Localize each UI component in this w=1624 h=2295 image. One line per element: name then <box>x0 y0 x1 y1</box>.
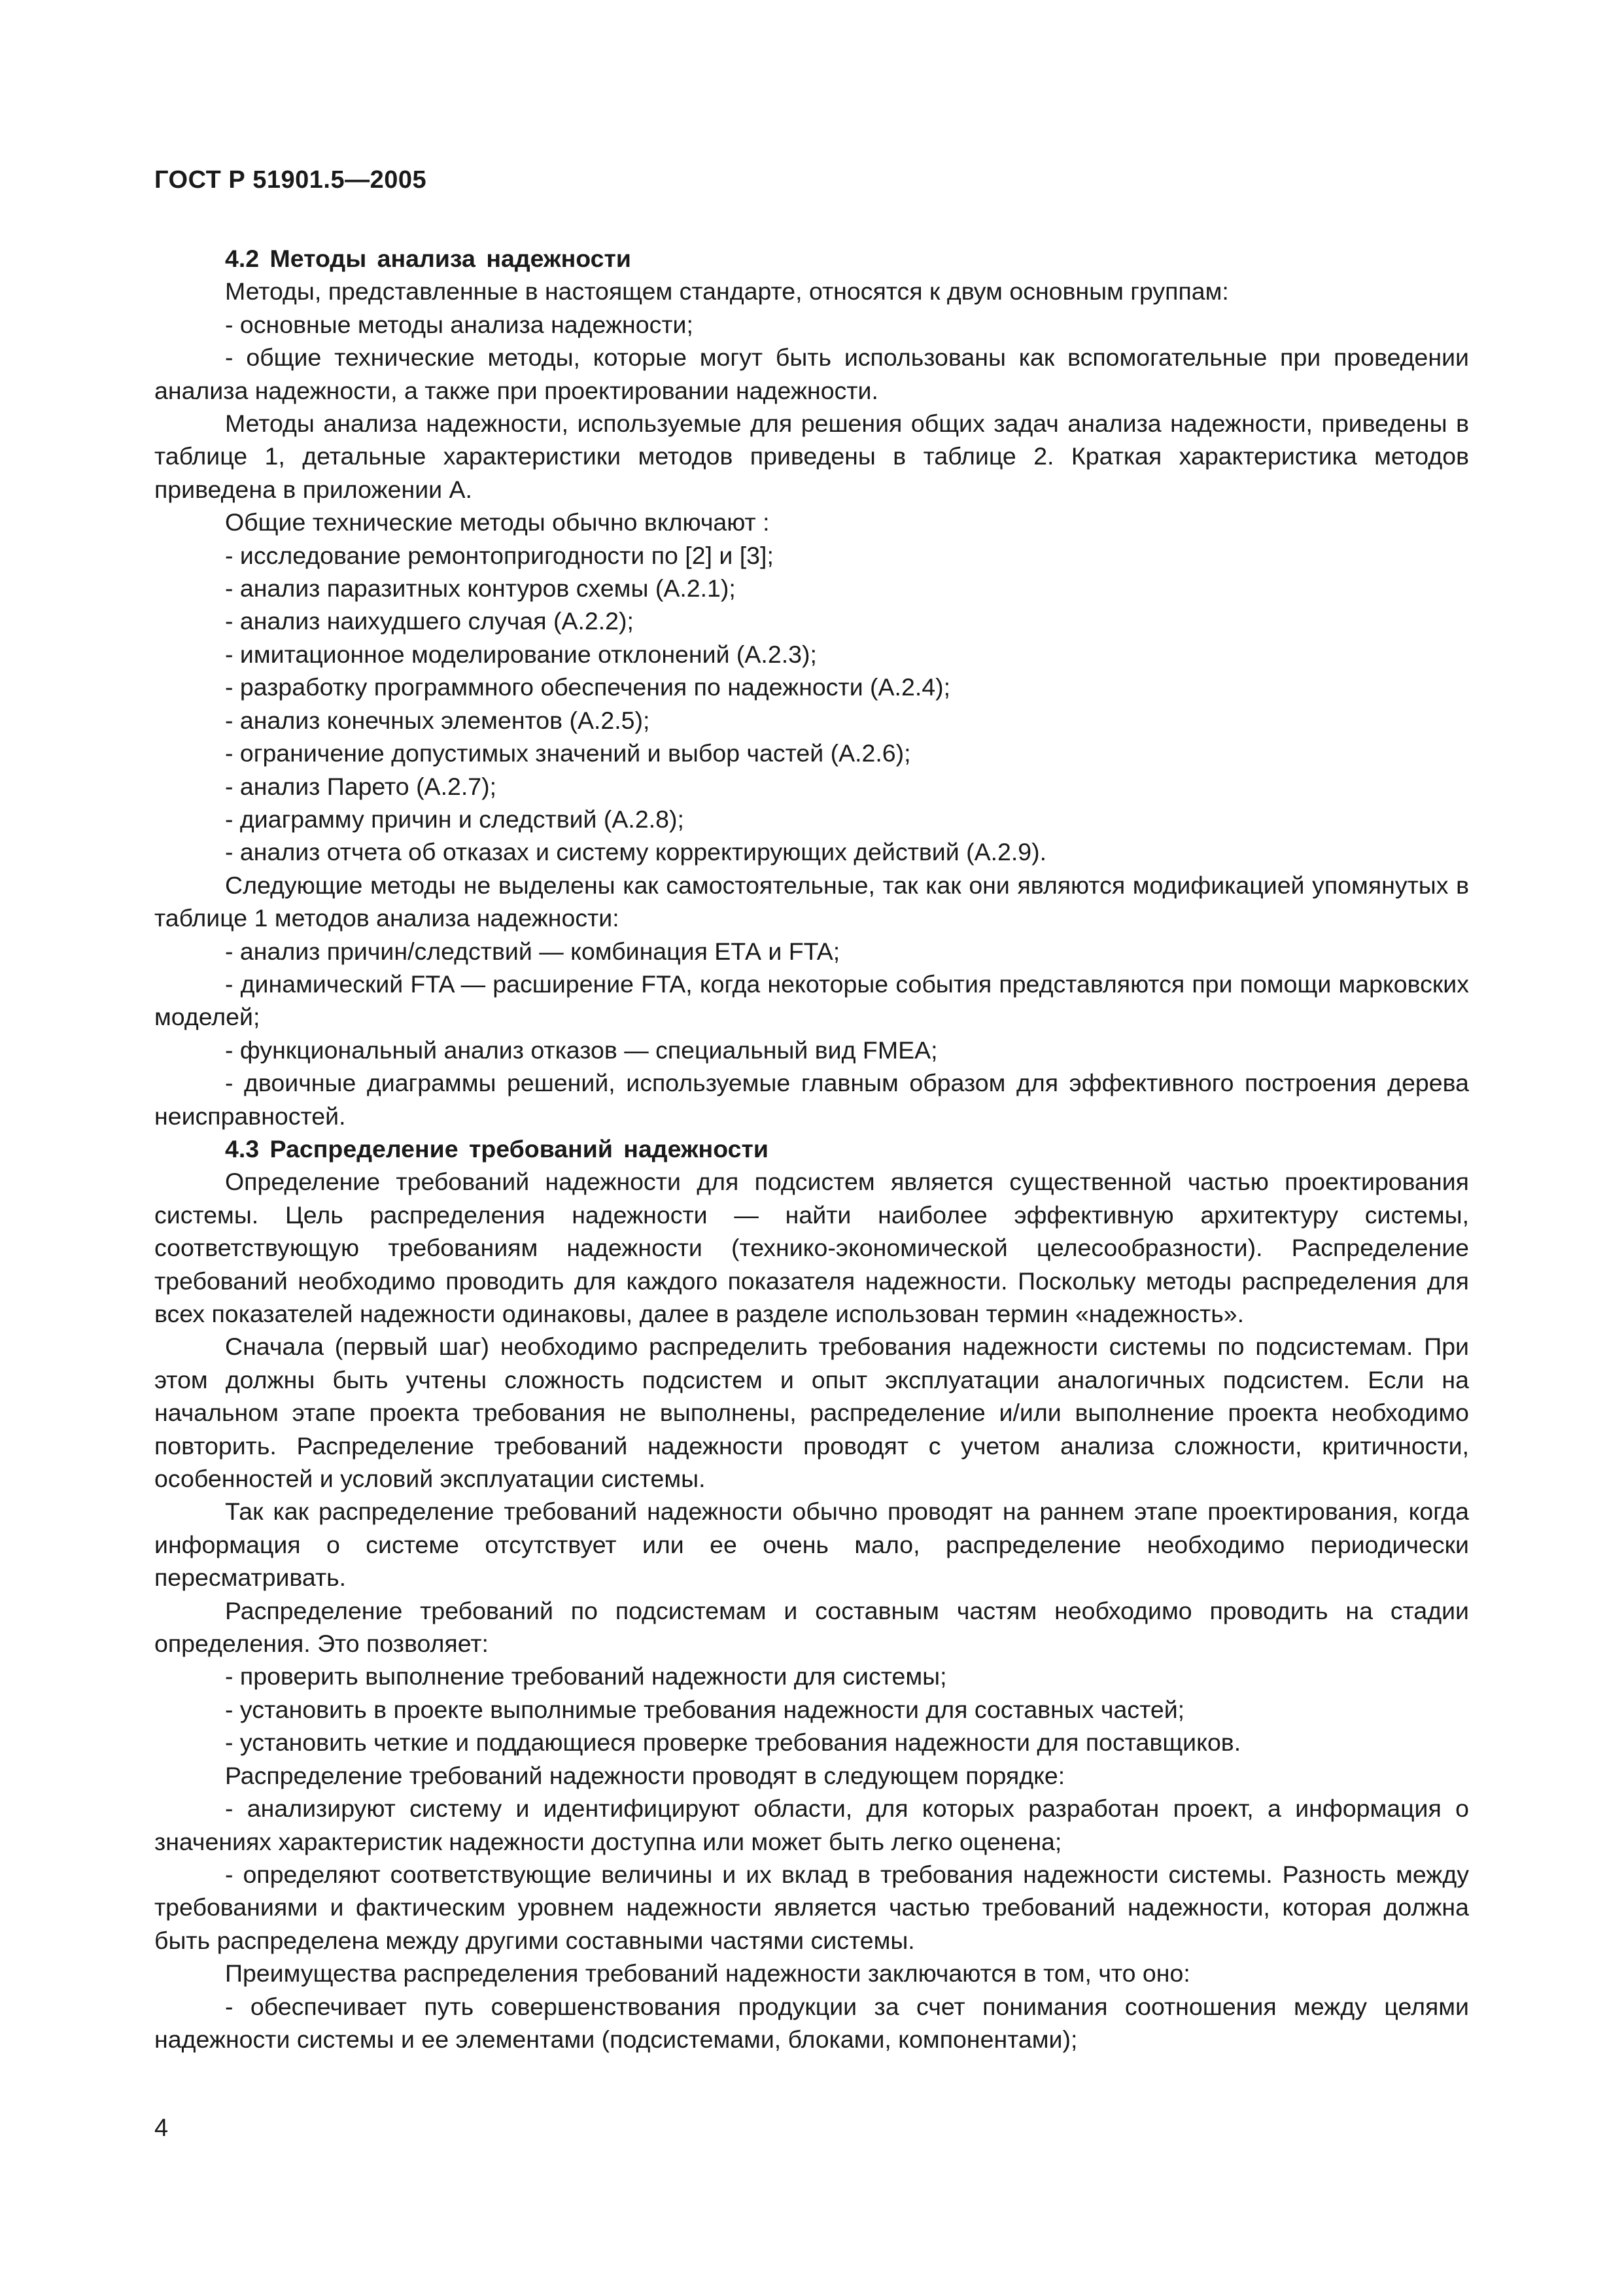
list-item: - диаграмму причин и следствий (А.2.8); <box>225 805 684 833</box>
paragraph: Распределение требований надежности проводят в следующем порядке: <box>225 1761 1065 1789</box>
paragraph: Следующие методы не выделены как самостоятельные, так как они являются модификацией упомянутых в таблице 1 методов анализа надежности: <box>154 871 1469 932</box>
list-item: - динамический FTA — расширение FTA, когда некоторые события представляются при помощи марковских моделей; <box>154 970 1469 1031</box>
list-item: - анализ Парето (А.2.7); <box>225 772 497 800</box>
list-item: - анализ причин/следствий — комбинация ЕТА и FTA; <box>225 937 840 965</box>
list-item: - двоичные диаграммы решений, используемые главным образом для эффективного построения дерева неисправностей. <box>154 1069 1469 1130</box>
list-item: - проверить выполнение требований надежности для системы; <box>225 1662 947 1691</box>
list-item: - общие технические методы, которые могут быть использованы как вспомогательные при проведении анализа надежности, а также при проектировании надежности. <box>154 343 1469 404</box>
paragraph: Преимущества распределения требований надежности заключаются в том, что оно: <box>225 1959 1190 1988</box>
list-item: - ограничение допустимых значений и выбор частей (А.2.6); <box>225 739 911 767</box>
document-code-header: ГОСТ Р 51901.5—2005 <box>154 166 427 194</box>
list-item: - обеспечивает путь совершенствования продукции за счет понимания соотношения между целями надежности системы и ее элементами (подсистемами, блоками, компонентами); <box>154 1992 1469 2053</box>
list-item: - определяют соответствующие величины и их вклад в требования надежности системы. Разность между требованиями и фактическим уровнем надежности является частью требований надежности, которая должна быть распределена между другими составными частями системы. <box>154 1860 1469 1954</box>
section-heading: 4.3 Распределение требований надежности <box>225 1134 769 1163</box>
list-item: - анализ конечных элементов (А.2.5); <box>225 706 650 734</box>
document-body <box>154 242 1469 2056</box>
paragraph: Определение требований надежности для подсистем является существенной частью проектирования системы. Цель распределения надежности — найти наиболее эффективную архитектуру системы, соответствующую требованиям надежности (технико-экономической целесообразности). Распределение требований необходимо проводить для каждого показателя надежности. Поскольку методы распределения для всех показателей надежности одинаковы, далее в разделе использован термин «надежность». <box>154 1168 1469 1327</box>
list-item: - исследование ремонтопригодности по [2] и [3]; <box>225 541 774 569</box>
page-number: 4 <box>154 2114 169 2142</box>
list-item: - функциональный анализ отказов — специальный вид FMEA; <box>225 1036 938 1064</box>
list-item: - разработку программного обеспечения по надежности (А.2.4); <box>225 673 951 701</box>
list-item: - установить четкие и поддающиеся проверке требования надежности для поставщиков. <box>225 1728 1241 1757</box>
paragraph: Методы, представленные в настоящем стандарте, относятся к двум основным группам: <box>225 277 1229 306</box>
list-item: - основные методы анализа надежности; <box>225 310 693 338</box>
list-item: - анализируют систему и идентифицируют области, для которых разработан проект, а информация о значениях характеристик надежности доступна или может быть легко оценена; <box>154 1795 1469 1855</box>
paragraph: Сначала (первый шаг) необходимо распределить требования надежности системы по подсистемам. При этом должны быть учтены сложность подсистем и опыт эксплуатации аналогичных подсистем. Если на начальном этапе проекта требования не выполнены, распределение и/или выполнение проекта необходимо повторить. Распределение требований надежности проводят с учетом анализа сложности, критичности, особенностей и условий эксплуатации системы. <box>154 1333 1469 1493</box>
list-item: - анализ отчета об отказах и систему корректирующих действий (А.2.9). <box>225 838 1047 866</box>
list-item: - анализ наихудшего случая (А.2.2); <box>225 607 634 635</box>
paragraph: Так как распределение требований надежности обычно проводят на раннем этапе проектирования, когда информация о системе отсутствует или ее очень мало, распределение необходимо периодически пересматривать. <box>154 1498 1469 1592</box>
paragraph: Распределение требований по подсистемам и составным частям необходимо проводить на стадии определения. Это позволяет: <box>154 1596 1469 1658</box>
paragraph: Методы анализа надежности, используемые для решения общих задач анализа надежности, приведены в таблице 1, детальные характеристики методов приведены в таблице 2. Краткая характеристика методов приведена в приложении А. <box>154 410 1469 503</box>
section-heading: 4.2 Методы анализа надежности <box>225 245 631 272</box>
list-item: - анализ паразитных контуров схемы (А.2.1); <box>225 574 736 603</box>
list-item: - установить в проекте выполнимые требования надежности для составных частей; <box>225 1695 1185 1723</box>
paragraph: Общие технические методы обычно включают : <box>225 508 770 536</box>
list-item: - имитационное моделирование отклонений (А.2.3); <box>225 640 817 668</box>
